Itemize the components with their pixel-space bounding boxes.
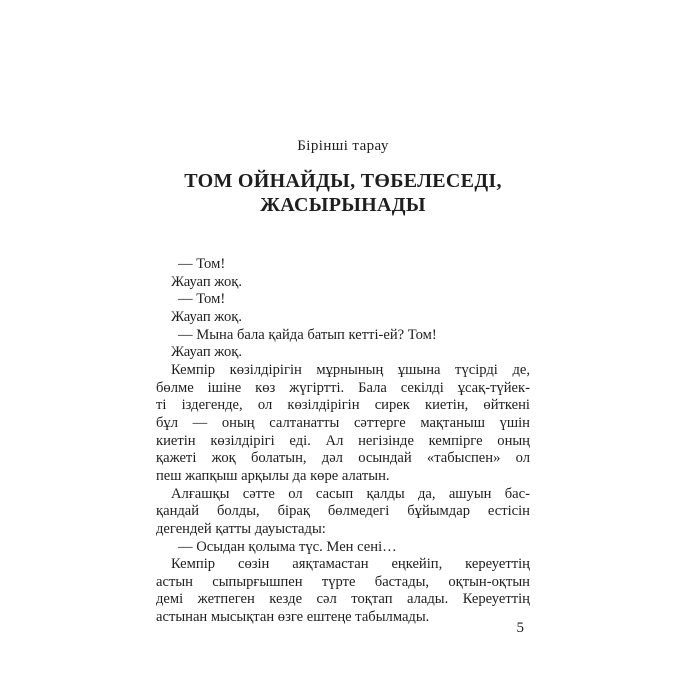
body-line: астынан мысықтан өзге ештеңе табылмады.	[156, 609, 430, 626]
chapter-title-line-1: ТОМ ОЙНАЙДЫ, ТӨБЕЛЕСЕДІ,	[184, 170, 502, 192]
body-line: астын сыпырғышпен түрте бастады, оқтын-оқтын	[156, 573, 530, 590]
body-line: қажеті жоқ болатын, дәл осындай «табыспен» ол	[156, 450, 530, 467]
body-line: — Осыдан қолыма түс. Мен сені…	[178, 538, 397, 555]
body-line: ті іздегенде, ол көзілдірігін сирек киетін, өйткені	[156, 397, 530, 414]
body-line: пеш жапқыш арқылы да көре алатын.	[156, 467, 390, 484]
chapter-title	[156, 170, 530, 217]
body-line: Кемпір сөзін аяқтамастан еңкейіп, кереуеттің	[171, 556, 530, 573]
body-line: демі жетпеген кезде сәл тоқтап алады. Кереуеттің	[156, 591, 530, 608]
text-block	[156, 0, 530, 700]
body-line: Алғашқы сәтте ол сасып қалды да, ашуын бас-	[171, 485, 530, 502]
body-line: — Том!	[178, 291, 226, 308]
body-line: бұл — оның салтанатты сәттерге мақтаныш үшін	[156, 414, 530, 431]
body-line: Кемпір көзілдірігін мұрнының ұшына түсірді де,	[171, 361, 530, 378]
body-line: киетін көзілдірігі еді. Ал негізінде кемпірге оның	[156, 432, 530, 449]
body-line: — Том!	[178, 256, 226, 272]
body-line: Жауап жоқ.	[171, 273, 243, 290]
page-number: 5	[516, 620, 524, 636]
chapter-label: Бірінші тарау	[297, 138, 389, 154]
body-line: Жауап жоқ.	[171, 308, 243, 325]
body-line: — Мына бала қайда батып кетті-ей? Том!	[178, 326, 437, 343]
body-line: Жауап жоқ.	[171, 344, 243, 361]
body-line: қандай болды, бірақ бөлмедегі бұйымдар естісін	[156, 503, 530, 520]
body-line: бөлме ішіне көз жүгіртті. Бала секілді ұсақ-түйек-	[156, 379, 530, 396]
body-line: дегендей қатты дауыстады:	[156, 520, 326, 537]
body-text	[156, 256, 530, 627]
chapter-title-line-2: ЖАСЫРЫНАДЫ	[260, 193, 426, 216]
